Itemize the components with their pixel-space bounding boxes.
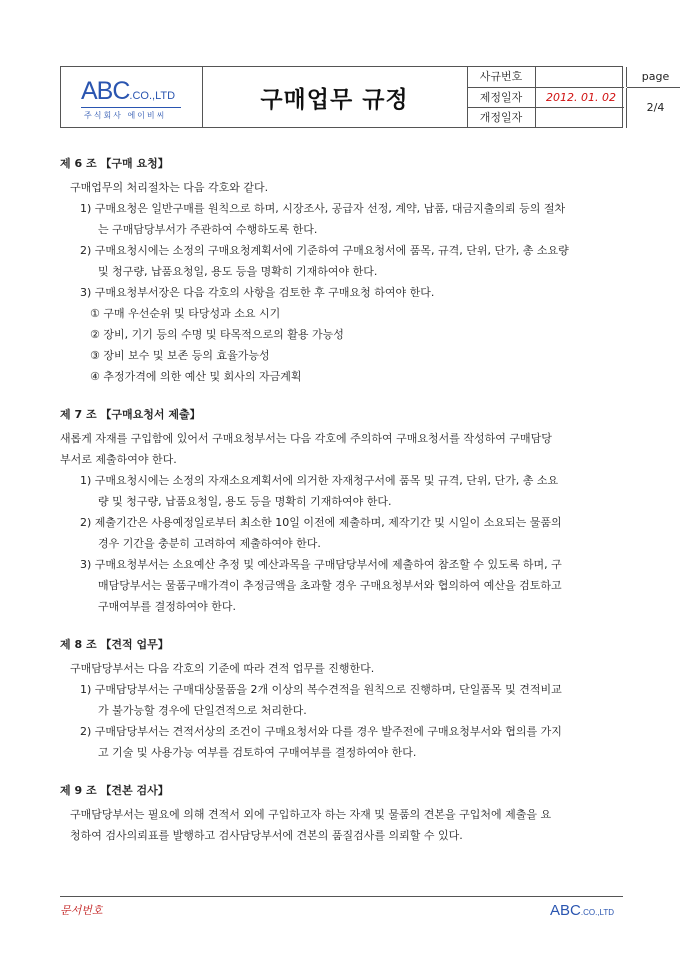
- label-enacted-date: 제정일자: [467, 88, 536, 108]
- section-title: 제 7 조 【구매요청서 제출】: [60, 408, 201, 421]
- list-item-continuation: 경우 기간을 충분히 고려하여 제출하여야 한다.: [98, 537, 321, 550]
- company-logo: [81, 77, 176, 120]
- list-item-continuation: 매담당부서는 물품구매가격이 추정금액을 초과할 경우 구매요청부서와 협의하여 예산을 검토하고: [98, 579, 562, 592]
- title-cell: [202, 67, 468, 127]
- page-number: 2/4: [646, 101, 665, 114]
- list-item: 3) 구매요청부서는 소요예산 추정 및 예산과목을 구매담당부서에 제출하여 참조할 수 있도록 하며, 구: [80, 558, 562, 571]
- paragraph-line: 구매담당부서는 필요에 의해 견적서 외에 구입하고자 하는 자재 및 물품의 견본을 구입처에 제출을 요: [70, 808, 552, 821]
- logo-main-text: ABC: [81, 77, 130, 105]
- list-item: 1) 구매요청시에는 소정의 자재소요계획서에 의거한 자재청구서에 품목 및 규격, 단위, 단가, 총 소요: [80, 474, 559, 487]
- footer-logo-main: ABC: [550, 902, 581, 919]
- footer-divider: [60, 896, 623, 897]
- section-article-7: [60, 406, 630, 617]
- logo-suffix-text: .CO.,LTD: [129, 90, 176, 102]
- paragraph-line: 새롭게 자재를 구입함에 있어서 구매요청부서는 다음 각호에 주의하여 구매요청서를 작성하여 구매담당: [60, 432, 552, 445]
- logo-underline: [81, 107, 181, 108]
- list-item-continuation: 가 불가능할 경우에 단일견적으로 처리한다.: [98, 704, 307, 717]
- list-item: 3) 구매요청부서장은 다음 각호의 사항을 검토한 후 구매요청 하여야 한다.: [80, 286, 435, 299]
- section-article-9: [60, 782, 630, 846]
- logo-subtitle: 주식회사 에이비씨: [84, 111, 167, 120]
- footer-document-number-label: 문서번호: [60, 904, 103, 917]
- section-title: 제 6 조 【구매 요청】: [60, 157, 169, 170]
- paragraph-line: 구매업무의 처리절차는 다음 각호와 같다.: [70, 181, 269, 194]
- value-rule-number: [536, 67, 627, 87]
- sub-list-item: ② 장비, 기기 등의 수명 및 타목적으로의 활용 가능성: [90, 328, 344, 341]
- paragraph-line: 청하여 검사의뢰표를 발행하고 검사담당부서에 견본의 품질검사를 의뢰할 수 있다.: [70, 829, 463, 842]
- paragraph-line: 구매담당부서는 다음 각호의 기준에 따라 견적 업무를 진행한다.: [70, 662, 375, 675]
- value-enacted-date: 2012. 01. 02: [536, 88, 627, 108]
- list-item-continuation: 량 및 청구량, 납품요청일, 용도 등을 명확히 기재하여야 한다.: [98, 495, 392, 508]
- list-item: 2) 구매담당부서는 견적서상의 조건이 구매요청서와 다를 경우 발주전에 구매요청부서와 협의를 가지: [80, 725, 562, 738]
- page-label: page: [641, 70, 670, 83]
- document-body: [60, 155, 630, 846]
- sub-list-item: ④ 추정가격에 의한 예산 및 회사의 자금계획: [90, 370, 302, 383]
- logo-cell: [61, 67, 203, 127]
- section-article-8: [60, 636, 630, 763]
- sub-list-item: ① 구매 우선순위 및 타당성과 소요 시기: [90, 307, 281, 320]
- section-article-6: [60, 155, 630, 387]
- sub-list-item: ③ 장비 보수 및 보존 등의 효율가능성: [90, 349, 270, 362]
- list-item-continuation: 및 청구량, 납품요청일, 용도 등을 명확히 기재하여야 한다.: [98, 265, 378, 278]
- document-title: 구매업무 규정: [260, 86, 409, 113]
- list-item: 2) 구매요청시에는 소정의 구매요청계획서에 기준하여 구매요청서에 품목, 규격, 단위, 단가, 총 소요량: [80, 244, 569, 257]
- footer-logo: [550, 900, 614, 919]
- label-rule-number: 사규번호: [467, 67, 536, 87]
- list-item: 1) 구매담당부서는 구매대상물품을 2개 이상의 복수견적을 원칙으로 진행하며, 단일품목 및 견적비교: [80, 683, 562, 696]
- list-item-continuation: 는 구매담당부서가 주관하여 수행하도록 한다.: [98, 223, 318, 236]
- list-item-continuation: 고 기술 및 사용가능 여부를 검토하여 구매여부를 결정하여야 한다.: [98, 746, 417, 759]
- list-item: 1) 구매요청은 일반구매를 원칙으로 하며, 시장조사, 공급자 선정, 계약, 납품, 대금지출의뢰 등의 절차: [80, 202, 566, 215]
- document-header: [60, 66, 670, 128]
- section-title: 제 8 조 【견적 업무】: [60, 638, 169, 651]
- value-revised-date: [536, 108, 627, 128]
- label-revised-date: 개정일자: [467, 108, 536, 128]
- paragraph-line: 부서로 제출하여야 한다.: [60, 453, 177, 466]
- footer-logo-suffix: .CO.,LTD: [580, 908, 615, 917]
- section-title: 제 9 조 【견본 검사】: [60, 784, 169, 797]
- list-item-continuation: 구매여부를 결정하여야 한다.: [98, 600, 237, 613]
- list-item: 2) 제출기간은 사용예정일로부터 최소한 10일 이전에 제출하며, 제작기간 및 시일이 소요되는 물품의: [80, 516, 562, 529]
